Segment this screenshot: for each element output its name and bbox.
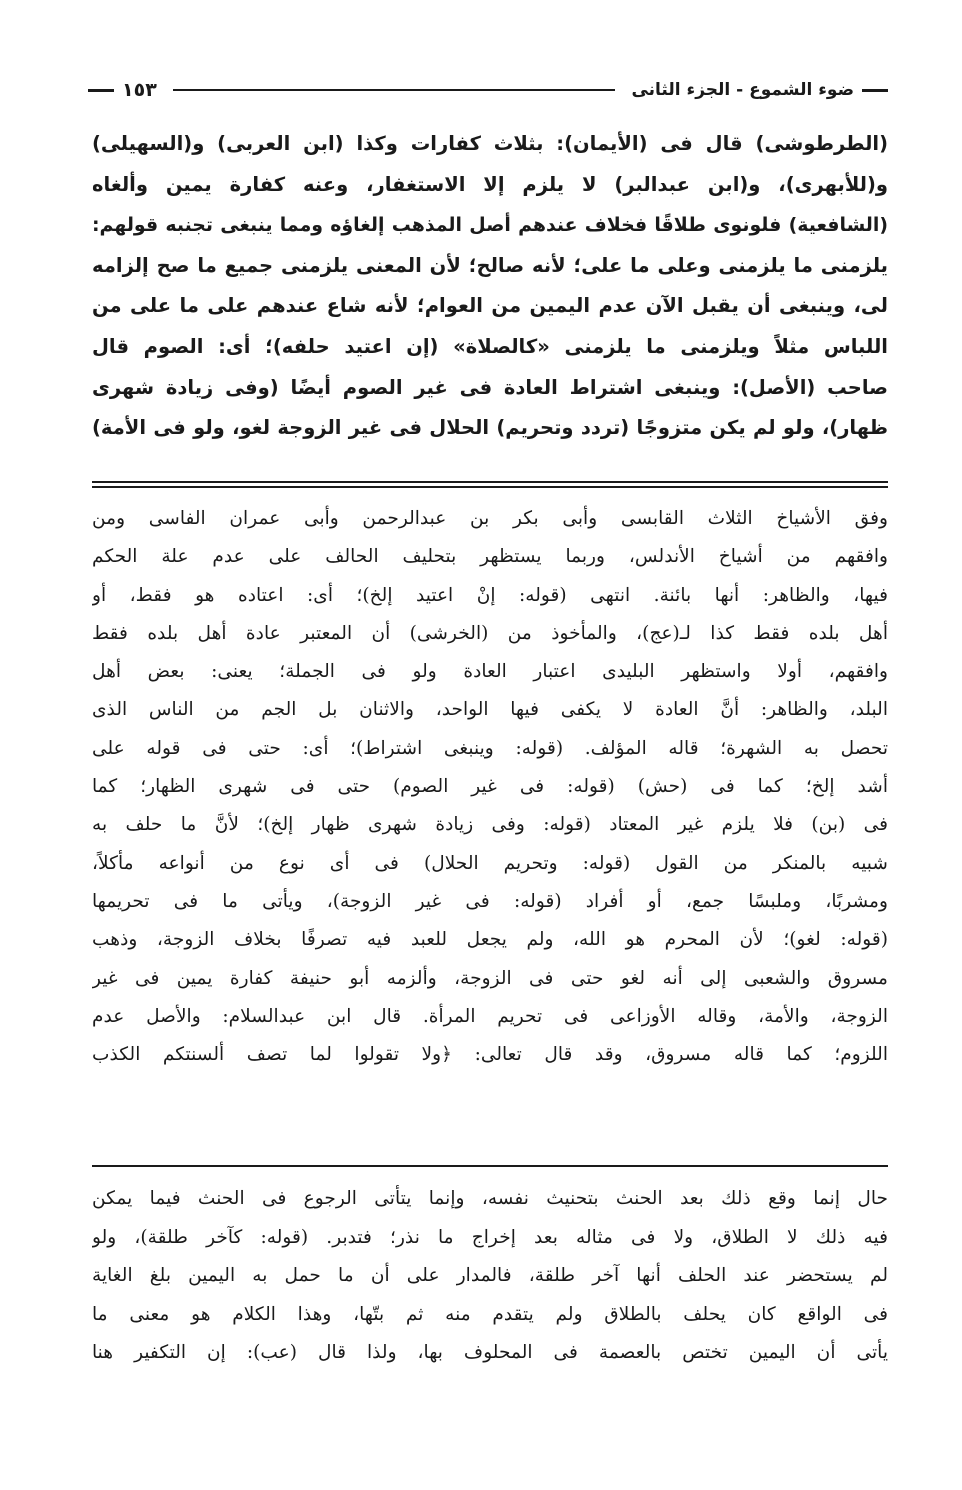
main-text bbox=[92, 124, 888, 449]
gloss-line: حال إنما وقع ذلك بعد الحنث بتحنيث نفسه، وإنما يتأتى الرجوع فى الحنث فيما يمكن bbox=[92, 1188, 888, 1209]
main-text-line: ظهار)، ولو لم يكن متزوجًا (تردد وتحريم) الحلال فى غير الزوجة لغو، ولو فى الأمة) bbox=[92, 416, 888, 440]
main-text-line: و(للأبهرى)، و(ابن عبدالبر) لا يلزم إلا الاستغفار، وعنه كفارة يمين وألغاه bbox=[92, 172, 888, 196]
gloss-text bbox=[92, 1180, 888, 1373]
commentary-line: وفق الأشياخ الثلاث القابسى وأبى بكر بن عبدالرحمن وأبى عمران الفاسى ومن bbox=[92, 508, 888, 529]
header-rule bbox=[173, 89, 616, 91]
commentary-line: الزوجة، والأمة، وقاله الأوزاعى فى تحريم المرأة. قال ابن عبدالسلام: والأصل عدم bbox=[92, 1005, 888, 1027]
main-text-line: (الطرطوشى) قال فى (الأيمان): بثلاث كفارات وكذا (ابن العربى) و(السهيلى) bbox=[92, 132, 888, 155]
book-title: ضوء الشموع - الجزء الثانى bbox=[631, 80, 854, 100]
header-dash-right bbox=[862, 89, 888, 92]
gloss-line: لم يستحضر عند الحلف أنها آخر طلقة، فالمدار على أن ما حمل به اليمين بلغ الغاية bbox=[92, 1265, 888, 1286]
commentary-line: فيها، والظاهر: أنها بائنة. انتهى (قوله: إنْ اعتيد إلخ)؛ أى: اعتاده هو فقط، أو bbox=[92, 584, 888, 606]
header-dash-left bbox=[88, 89, 114, 92]
commentary-line: فى (بن) فلا يلزم غير المعتاد (قوله: وفى زيادة شهرى ظهار إلخ)؛ لأنَّ ما حلف به bbox=[92, 814, 888, 836]
commentary-line: (قوله: لغو)؛ لأن المحرم هو الله، ولم يجعل للعبد فيه تصرفًا بخلاف الزوجة، وذهب bbox=[92, 929, 888, 951]
commentary-text bbox=[92, 500, 888, 1074]
gloss-line: فى الواقع كان يحلف بالطلاق ولم يتقدم منه ثم بتّها، وهذا الكلام هو معنى ما bbox=[92, 1303, 888, 1325]
main-text-line: صاحب (الأصل): وينبغى اشتراط العادة فى غير الصوم أيضًا (وفى زيادة شهرى bbox=[92, 375, 888, 399]
main-text-line: (الشافعية) فلونوى طلاقًا فخلاف عندهم أصل المذهب إلغاؤه ومما ينبغى تجنبه قولهم: bbox=[92, 214, 888, 237]
commentary-line: شبيه بالمنكر من القول (قوله: وتحريم الحلال) فى أى نوع من أنواعه مأكلاً، bbox=[92, 852, 888, 874]
page-number: ١٥٣ bbox=[122, 79, 157, 101]
main-text-line: يلزمنى ما يلزمنى وعلى ما على؛ لأنه صالح؛ لأن المعنى يلزمنى جميع ما صح إلزامه bbox=[92, 253, 888, 277]
main-text-line: اللباس مثلاً ويلزمنى ما يلزمنى «كالصلاة» (إن اعتيد حلفه)؛ أى: الصوم قال bbox=[92, 334, 888, 358]
section-divider-single bbox=[92, 1165, 888, 1167]
commentary-line: وافقهم، أولا واستظهر البليدى اعتبار العادة ولو فى الجملة؛ يعنى: بعض أهل bbox=[92, 661, 888, 683]
commentary-line: مسروق والشعبى إلى أنه لغو حتى فى الزوجة، وألزمه أبو حنيفة كفارة يمين فى غير bbox=[92, 967, 888, 989]
gloss-line: يأتى أن اليمين تختص بالعصمة فى المحلوف بها، ولذا قال (عب): إن التكفير هنا bbox=[92, 1342, 888, 1363]
commentary-line: تحصل به الشهرة؛ قاله المؤلف. (قوله: وينبغى اشتراط)؛ أى: حتى فى قوله على bbox=[92, 737, 888, 759]
running-header bbox=[88, 70, 888, 110]
commentary-line: وافقهم من أشياخ الأندلس، وربما يستظهر بتحليف الحالف على عدم علة الحكم bbox=[92, 546, 888, 568]
commentary-line: أهل بلده فقط كذا لـ(عج)، والمأخوذ من (الخرشى) أن المعتبر عادة أهل بلده فقط bbox=[92, 622, 888, 644]
commentary-line: اللزوم؛ كما قاله مسروق، وقد قال تعالى: ﴿ولا تقولوا لما تصف ألسنتكم الكذب bbox=[92, 1044, 888, 1066]
main-text-line: لى، وينبغى أن يقبل الآن عدم اليمين من العوام؛ لأنه شاع عندهم على ما على من bbox=[92, 294, 888, 318]
commentary-line: البلد، والظاهر: أنَّ العادة لا يكفى فيها الواحد، والاثنان بل الجم من الناس الذى bbox=[92, 699, 888, 721]
section-divider-double bbox=[92, 481, 888, 488]
gloss-line: فيه ذلك لا الطلاق، ولا فى مثاله بعد إخراج ما نذر؛ فتدبر. (قوله: كآخر طلقة)، ولو bbox=[92, 1226, 888, 1248]
commentary-line: ومشربًا، وملبسًا جمع، أو أفراد (قوله: فى غير الزوجة)، ويأتى ما فى تحريمها bbox=[92, 890, 888, 912]
commentary-line: أشد إلخ؛ كما فى (حش) (قوله: فى غير الصوم) حتى فى شهرى الظهار؛ كما bbox=[92, 776, 888, 798]
